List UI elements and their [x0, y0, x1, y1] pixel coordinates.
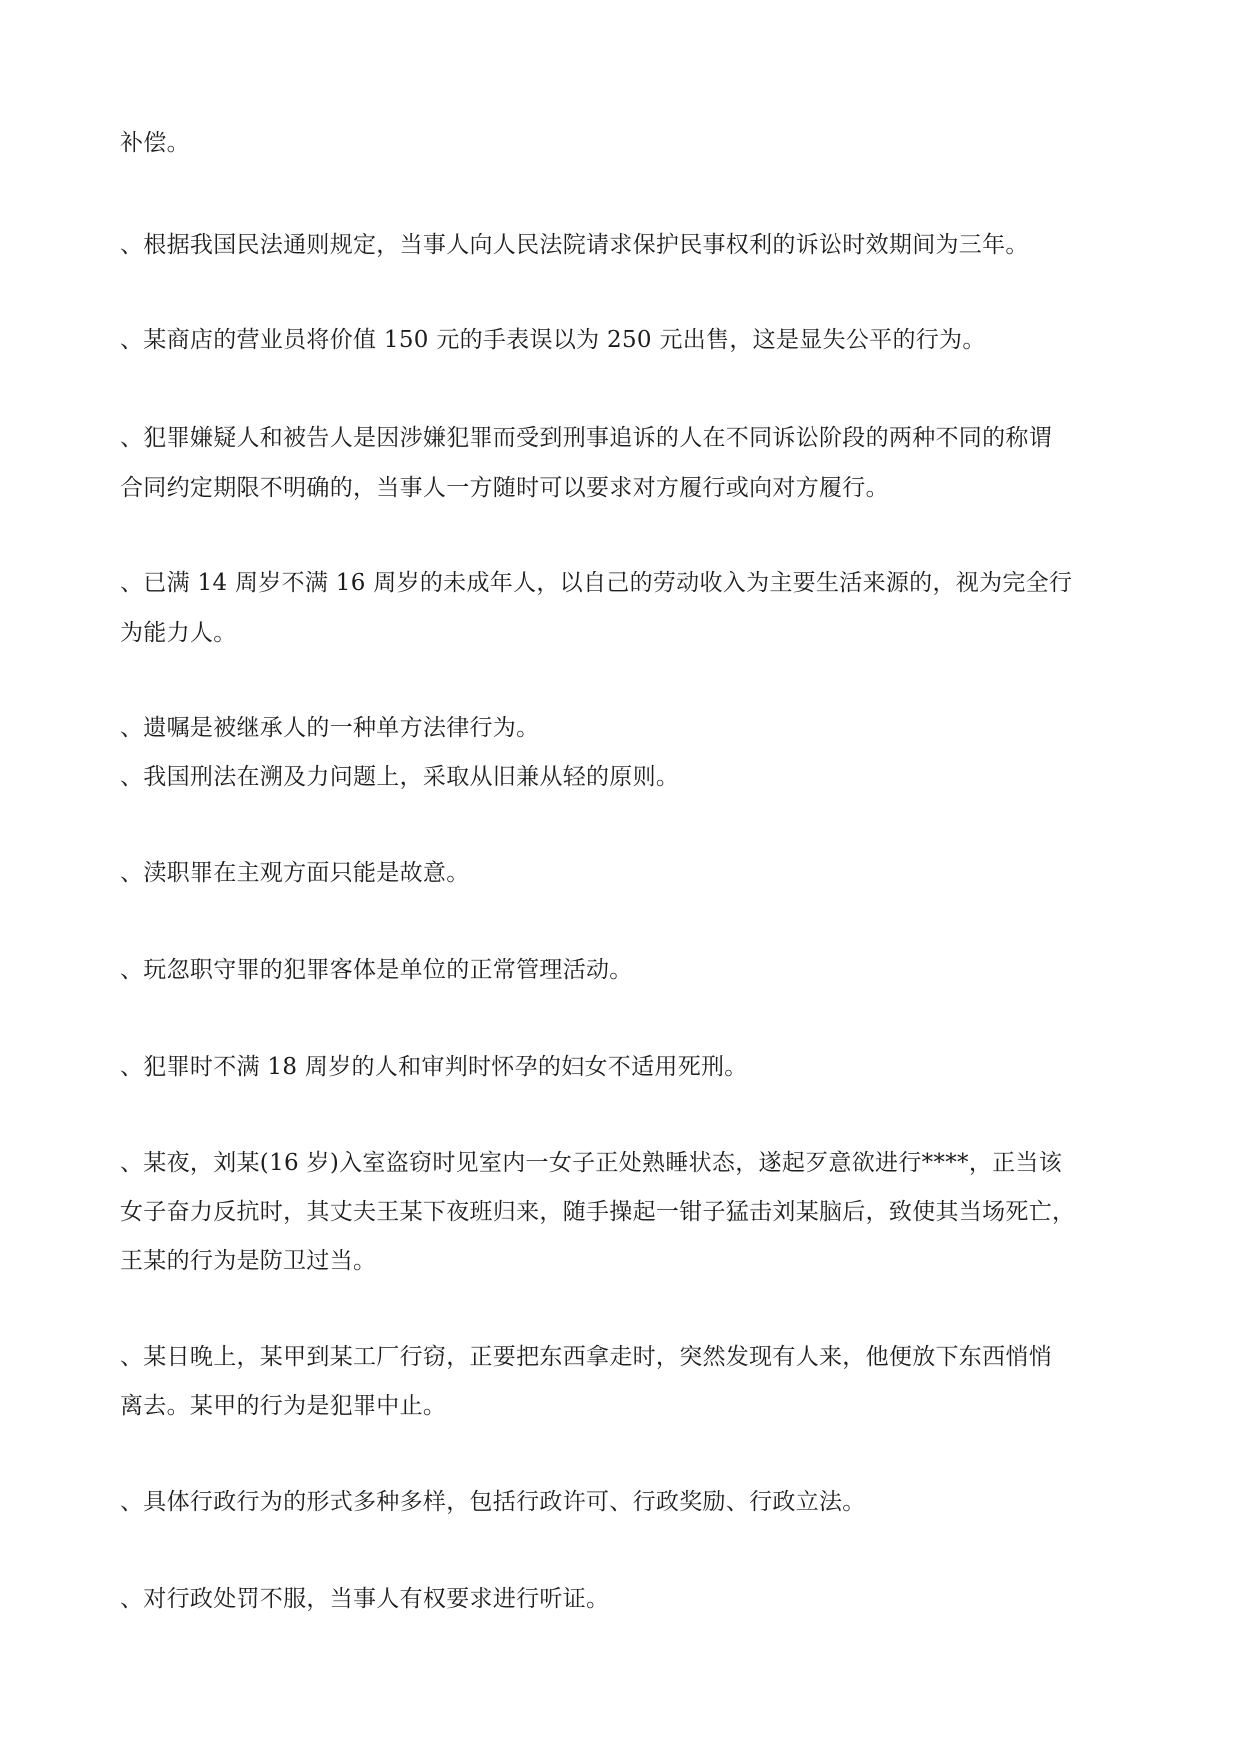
- text-line-16: 、某日晚上，某甲到某工厂行窃，正要把东西拿走时，突然发现有人来，他便放下东西悄悄: [120, 1344, 1052, 1370]
- text-line-17: 离去。某甲的行为是犯罪中止。: [120, 1393, 447, 1419]
- text-line-7: 为能力人。: [120, 620, 237, 646]
- text-line-3: 、某商店的营业员将价值 150 元的手表误以为 250 元出售，这是显失公平的行为。: [120, 327, 986, 353]
- text-line-4: 、犯罪嫌疑人和被告人是因涉嫌犯罪而受到刑事追诉的人在不同诉讼阶段的两种不同的称谓: [120, 425, 1052, 451]
- text-line-9: 、我国刑法在溯及力问题上，采取从旧兼从轻的原则。: [120, 764, 680, 790]
- text-line-12: 、犯罪时不满 18 周岁的人和审判时怀孕的妇女不适用死刑。: [120, 1054, 748, 1080]
- text-line-1: 补偿。: [120, 130, 190, 156]
- text-line-15: 王某的行为是防卫过当。: [120, 1248, 377, 1274]
- text-line-18: 、具体行政行为的形式多种多样，包括行政许可、行政奖励、行政立法。: [120, 1489, 866, 1515]
- text-line-2: 、根据我国民法通则规定，当事人向人民法院请求保护民事权利的诉讼时效期间为三年。: [120, 232, 1029, 258]
- text-line-6: 、已满 14 周岁不满 16 周岁的未成年人，以自己的劳动收入为主要生活来源的，视为完全行: [120, 570, 1073, 596]
- text-line-10: 、渎职罪在主观方面只能是故意。: [120, 860, 470, 886]
- text-line-11: 、玩忽职守罪的犯罪客体是单位的正常管理活动。: [120, 957, 633, 983]
- text-line-8: 、遗嘱是被继承人的一种单方法律行为。: [120, 715, 540, 741]
- text-line-14: 女子奋力反抗时，其丈夫王某下夜班归来，随手操起一钳子猛击刘某脑后，致使其当场死亡，: [120, 1199, 1076, 1225]
- text-line-19: 、对行政处罚不服，当事人有权要求进行听证。: [120, 1586, 610, 1612]
- text-line-5: 合同约定期限不明确的，当事人一方随时可以要求对方履行或向对方履行。: [120, 475, 889, 501]
- text-line-13: 、某夜，刘某(16 岁)入室盗窃时见室内一女子正处熟睡状态，遂起歹意欲进行****，正当该: [120, 1150, 1063, 1176]
